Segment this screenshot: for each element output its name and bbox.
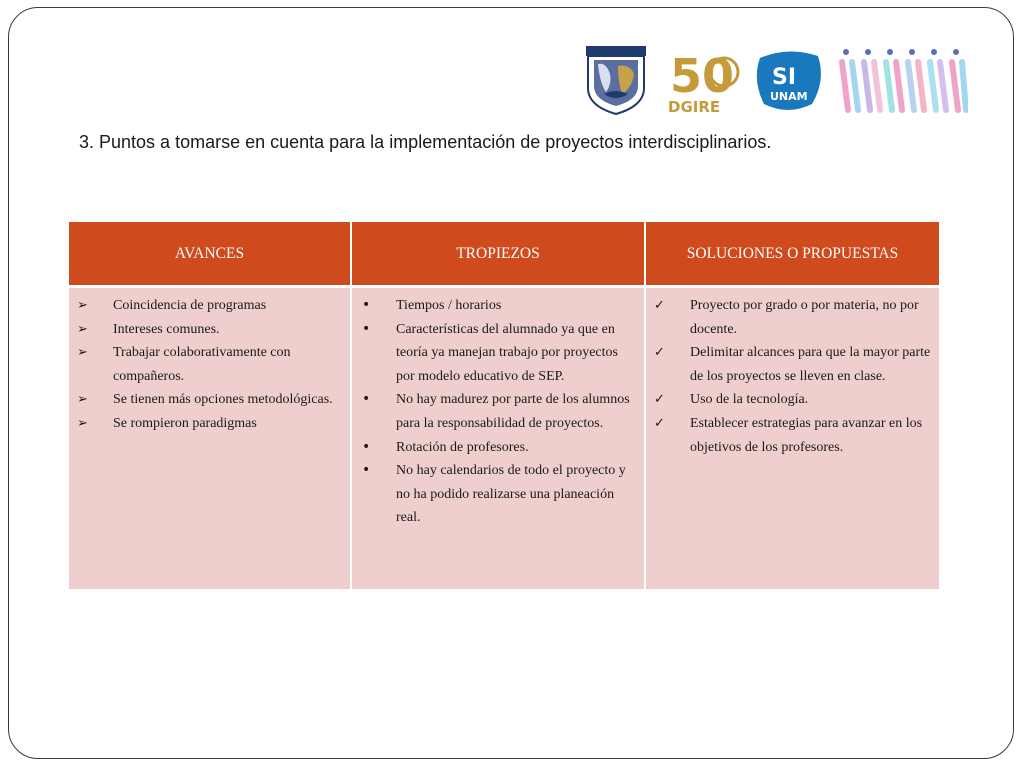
dot-bullet-icon: • xyxy=(362,320,371,337)
list-item-text: Rotación de profesores. xyxy=(396,439,529,455)
list-item-text: Características del alumnado ya que en teoría ya manejan trabajo por proyectos por modelo educativo de SEP. xyxy=(396,321,618,384)
dot-bullet-icon: • xyxy=(362,391,371,408)
list-item-text: Proyecto por grado o por materia, no por docente. xyxy=(690,298,919,337)
checkmark-bullet-icon: ✓ xyxy=(654,298,665,313)
header-tropiezos: TROPIEZOS xyxy=(351,222,645,287)
header-soluciones: SOLUCIONES O PROPUESTAS xyxy=(645,222,939,287)
tropiezos-list xyxy=(358,294,638,530)
list-item xyxy=(358,388,638,435)
arrowhead-bullet-icon: ➢ xyxy=(77,345,88,361)
checkmark-bullet-icon: ✓ xyxy=(654,392,665,408)
header-avances: AVANCES xyxy=(69,222,351,287)
list-item-text: Tiempos / horarios xyxy=(396,298,502,313)
list-item xyxy=(358,318,638,389)
list-item xyxy=(652,341,933,388)
arrowhead-bullet-icon: ➢ xyxy=(77,321,88,337)
dgire-50-logo xyxy=(664,44,740,116)
list-item-text: No hay calendarios de todo el proyecto y no ha podido realizarse una planeación real. xyxy=(396,463,626,526)
list-item-text: Uso de la tecnología. xyxy=(690,392,809,408)
soluciones-cell xyxy=(645,287,939,590)
avances-list xyxy=(75,294,344,436)
arrowhead-bullet-icon: ➢ xyxy=(77,298,88,313)
list-item-text: Trabajar colaborativamente con compañeros. xyxy=(113,345,291,384)
list-item-text: Intereses comunes. xyxy=(113,321,220,337)
table-header-row xyxy=(69,222,939,287)
list-item xyxy=(358,294,638,318)
summary-table xyxy=(69,222,939,589)
list-item xyxy=(652,294,933,341)
checkmark-bullet-icon: ✓ xyxy=(654,345,665,361)
tropiezos-cell xyxy=(351,287,645,590)
list-item xyxy=(75,412,344,436)
checkmark-bullet-icon: ✓ xyxy=(654,415,665,431)
list-item xyxy=(75,294,344,318)
dot-bullet-icon: • xyxy=(362,297,371,313)
si-unam-logo xyxy=(752,44,824,116)
avances-cell xyxy=(69,287,351,590)
dgire-label-text: DGIRE xyxy=(668,98,721,116)
list-item xyxy=(652,412,933,459)
arrowhead-bullet-icon: ➢ xyxy=(77,415,88,431)
list-item-text: Delimitar alcances para que la mayor parte de los proyectos se lleven en clase. xyxy=(690,345,931,384)
list-item xyxy=(75,341,344,388)
soluciones-list xyxy=(652,294,933,459)
list-item xyxy=(75,318,344,342)
list-item xyxy=(652,388,933,412)
list-item-text: No hay madurez por parte de los alumnos para la responsabilidad de proyectos. xyxy=(396,392,630,431)
list-item xyxy=(75,388,344,412)
slide-title: 3. Puntos a tomarse en cuenta para la implementación de proyectos interdisciplinarios. xyxy=(79,132,772,152)
list-item-text: Se rompieron paradigmas xyxy=(113,415,257,431)
unam-text: UNAM xyxy=(770,90,808,103)
table-row xyxy=(69,287,939,590)
dot-bullet-icon: • xyxy=(362,438,371,455)
list-item-text: Establecer estrategias para avanzar en los objetivos de los profesores. xyxy=(690,415,923,455)
colored-stripes-logo xyxy=(838,44,968,116)
list-item xyxy=(358,459,638,530)
list-item xyxy=(358,436,638,460)
dgire-50-text: 50 xyxy=(670,49,735,103)
dot-bullet-icon: • xyxy=(362,462,371,479)
list-item-text: Coincidencia de programas xyxy=(113,298,267,313)
si-text: SI xyxy=(772,65,797,90)
arrowhead-bullet-icon: ➢ xyxy=(77,392,88,408)
unam-shield-logo xyxy=(584,44,648,116)
list-item-text: Se tienen más opciones metodológicas. xyxy=(113,392,333,408)
